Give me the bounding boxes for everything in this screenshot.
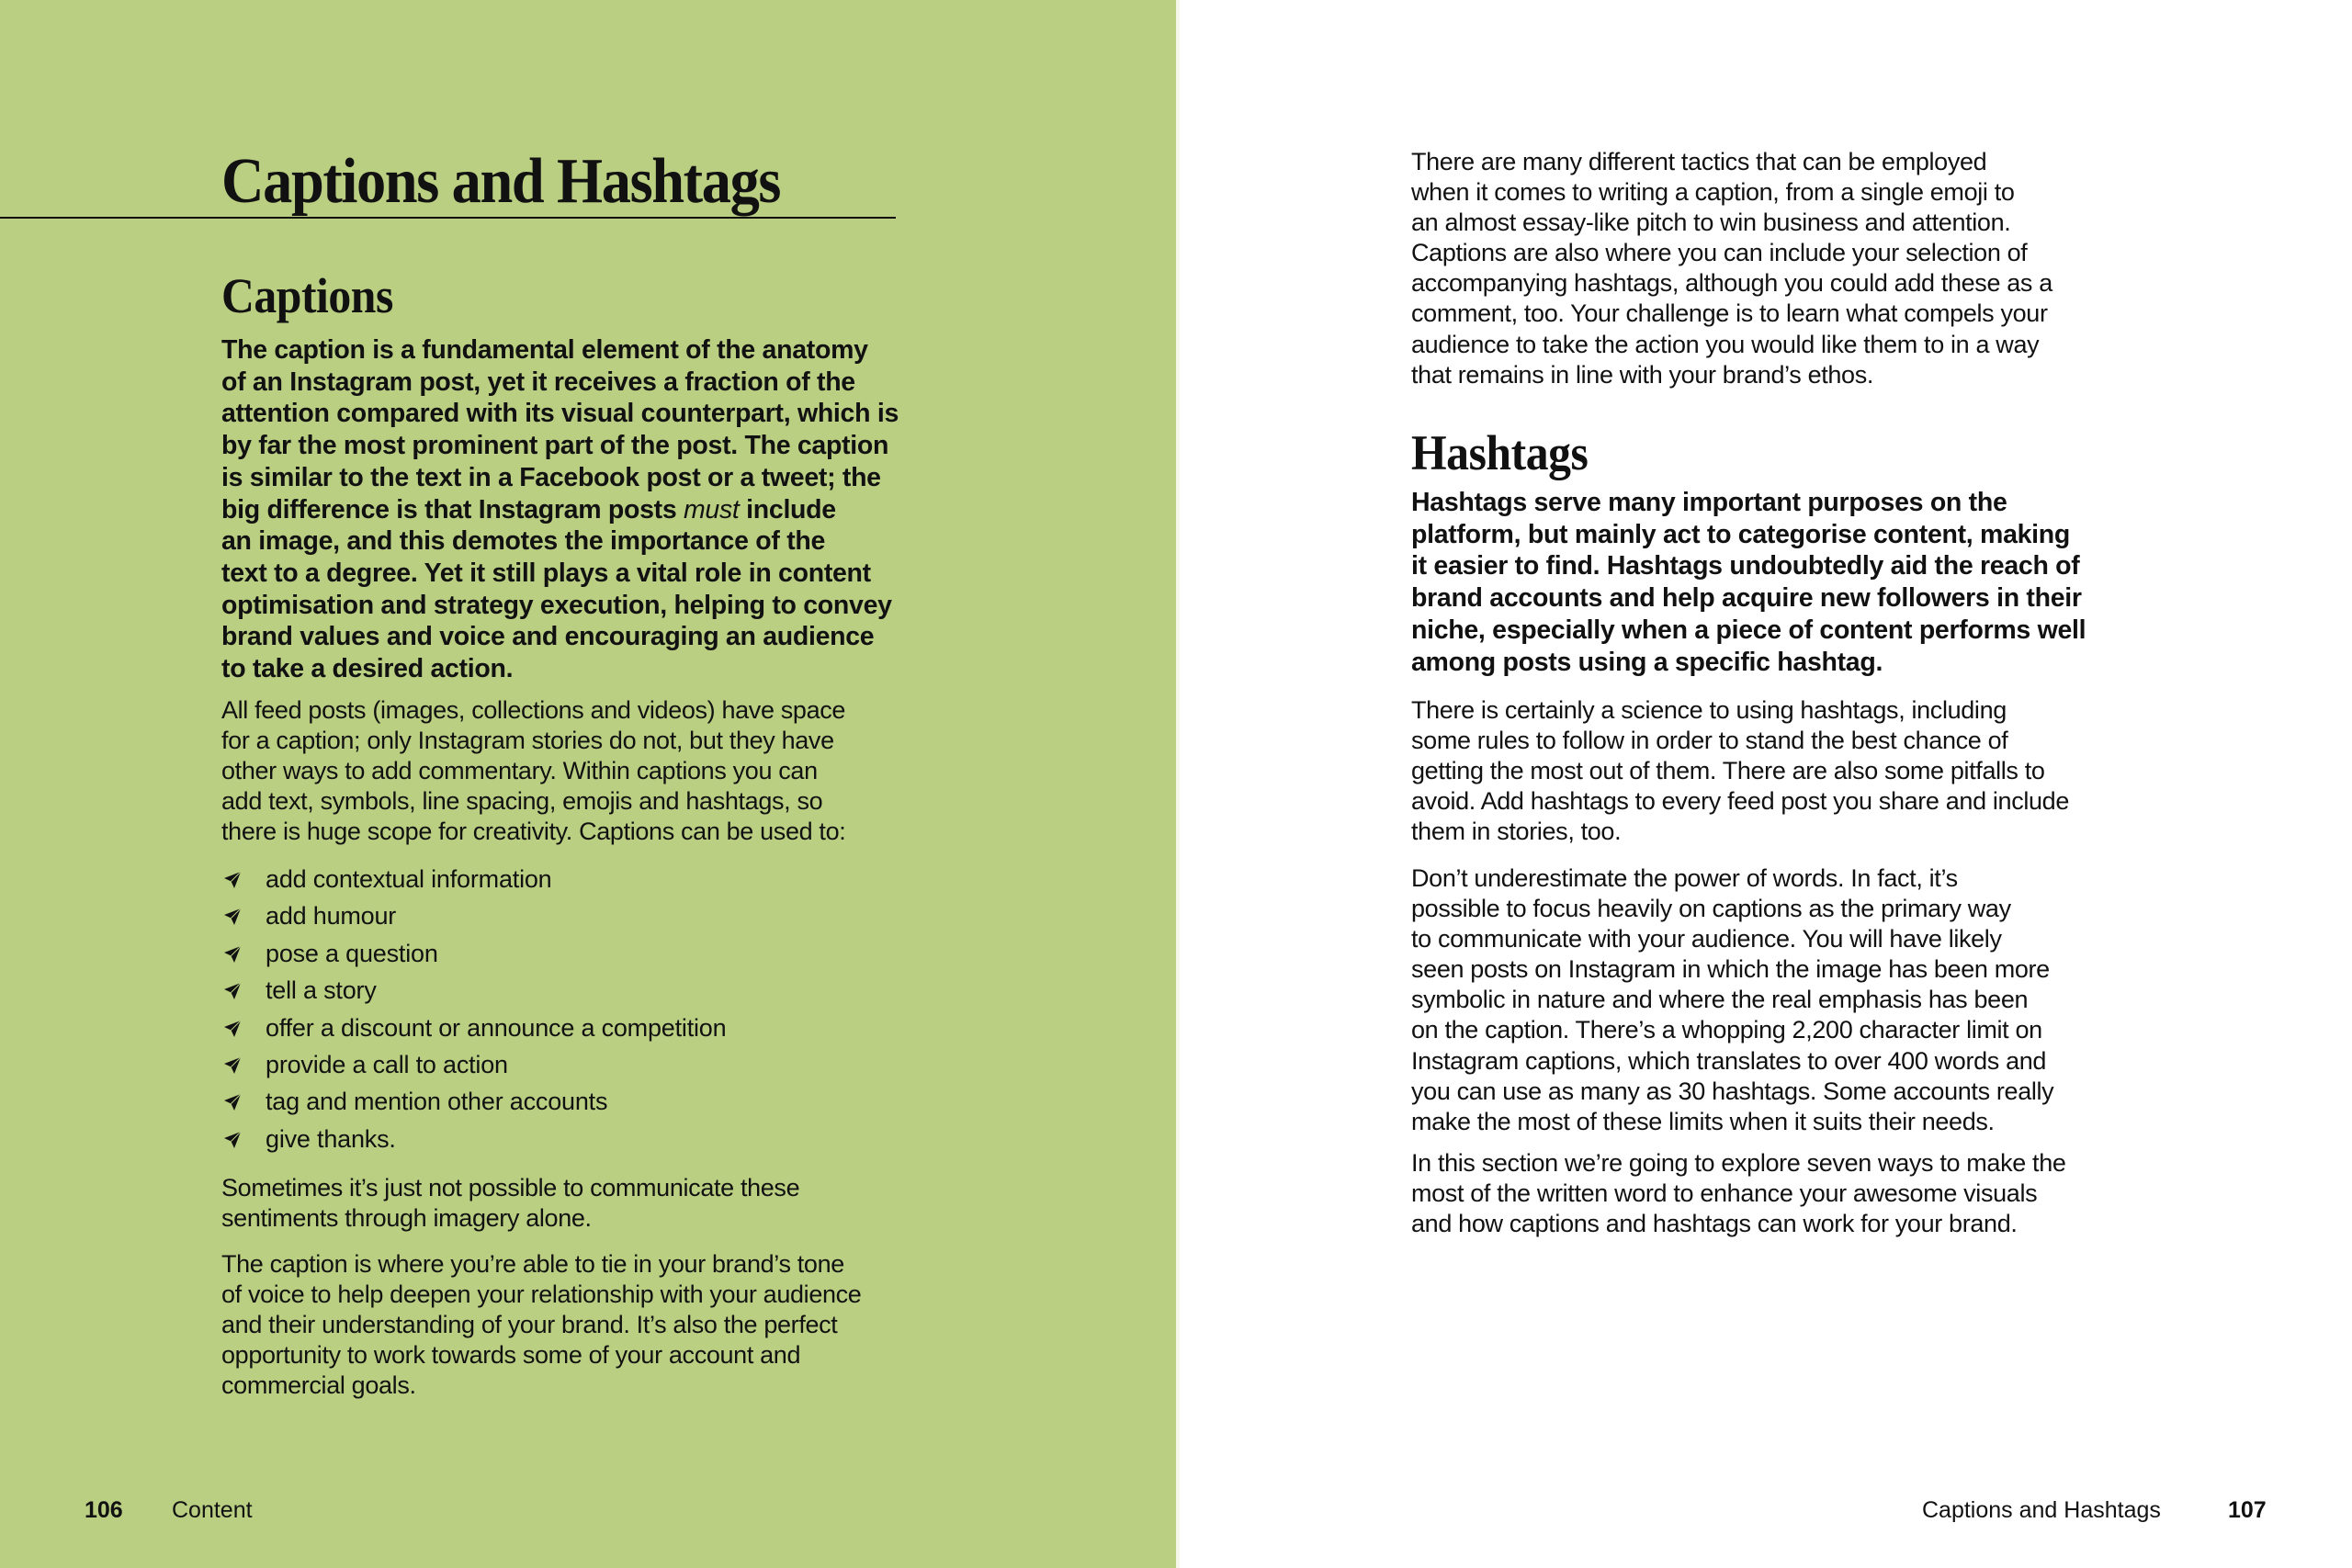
text-line: to take a desired action. — [221, 654, 514, 684]
text-line: brand values and voice and encouraging an audience — [221, 622, 875, 652]
text-line: seen posts on Instagram in which the image has been more — [1411, 955, 2050, 984]
text-line: some rules to follow in order to stand the best chance of — [1411, 727, 2008, 755]
hashtags-heading: Hashtags — [1411, 425, 1589, 480]
text-line: optimisation and strategy execution, helping to convey — [221, 590, 892, 620]
hashtags-section — [1411, 425, 2174, 480]
text-line: sentiments through imagery alone. — [221, 1204, 592, 1233]
list-item — [221, 861, 956, 897]
text-line: when it comes to writing a caption, from a single emoji to — [1411, 178, 2015, 207]
captions-section — [221, 268, 956, 323]
text-line: of an Instagram post, yet it receives a fraction of the — [221, 367, 855, 397]
list-item — [221, 897, 956, 934]
hashtags-paragraph-2 — [1411, 695, 2174, 847]
text-line: opportunity to work towards some of your account and — [221, 1341, 801, 1370]
page-number-right: 107 — [2228, 1497, 2267, 1523]
text-run: big difference is that Instagram posts — [221, 494, 684, 525]
list-item — [221, 1121, 956, 1157]
text-line: In this section we’re going to explore seven ways to make the — [1411, 1149, 2066, 1177]
text-line: by far the most prominent part of the post. The caption — [221, 431, 889, 461]
text-line: commercial goals. — [221, 1371, 416, 1400]
list-item-text: add contextual information — [266, 865, 552, 893]
text-line: Sometimes it’s just not possible to communicate these — [221, 1174, 800, 1201]
text-line: an image, and this demotes the importance of the — [221, 526, 826, 557]
paper-plane-icon — [223, 908, 242, 926]
page-gutter — [1176, 0, 1180, 1568]
text-line: accompanying hashtags, although you could add these as a — [1411, 269, 2052, 298]
text-line: getting the most out of them. There are also some pitfalls to — [1411, 757, 2045, 785]
text-line: avoid. Add hashtags to every feed post you share and include — [1411, 787, 2070, 816]
captions-lead-paragraph — [221, 334, 956, 685]
list-item — [221, 1046, 956, 1083]
list-item-text: tag and mention other accounts — [266, 1088, 608, 1116]
text-line: Captions are also where you can include your selection of — [1411, 239, 2028, 267]
text-line — [221, 494, 956, 526]
paper-plane-icon — [223, 871, 242, 889]
list-item-text: provide a call to action — [266, 1050, 508, 1078]
text-line: there is huge scope for creativity. Captions can be used to: — [221, 818, 846, 846]
text-line: it easier to find. Hashtags undoubtedly aid the reach of — [1411, 551, 2080, 581]
text-line: other ways to add commentary. Within captions you can — [221, 757, 818, 785]
text-line: symbolic in nature and where the real emphasis has been — [1411, 986, 2029, 1014]
text-line: you can use as many as 30 hashtags. Some accounts really — [1411, 1077, 2054, 1105]
text-line: to communicate with your audience. You will have likely — [1411, 925, 2002, 953]
running-footer-left: Content — [172, 1497, 253, 1523]
list-item-text: give thanks. — [266, 1124, 396, 1153]
text-line: and their understanding of your brand. It’s also the perfect — [221, 1311, 838, 1339]
text-line: The caption is a fundamental element of the anatomy — [221, 335, 868, 365]
text-line: is similar to the text in a Facebook post or a tweet; the — [221, 462, 881, 492]
hashtags-paragraph-3 — [1411, 863, 2174, 1137]
text-line: that remains in line with your brand’s ethos. — [1411, 360, 1874, 389]
text-line: Don’t underestimate the power of words. In fact, it’s — [1411, 864, 1958, 892]
list-item-text: pose a question — [266, 939, 438, 967]
captions-paragraph-2 — [221, 695, 956, 847]
text-line: text to a degree. Yet it still plays a vital role in content — [221, 558, 871, 588]
text-line: an almost essay-like pitch to win business and attention. — [1411, 209, 2011, 237]
captions-uses-list — [221, 861, 956, 1157]
text-line: The caption is where you’re able to tie in your brand’s tone — [221, 1250, 844, 1278]
text-line: on the caption. There’s a whopping 2,200 character limit on — [1411, 1016, 2042, 1044]
text-line: audience to take the action you would like them to in a way — [1411, 330, 2040, 358]
text-line: them in stories, too. — [1411, 818, 1622, 846]
text-line: comment, too. Your challenge is to learn what compels your — [1411, 299, 2048, 328]
paper-plane-icon — [223, 945, 242, 964]
paper-plane-icon — [223, 982, 242, 1000]
text-line: add text, symbols, line spacing, emojis and hashtags, so — [221, 787, 823, 816]
list-item — [221, 1083, 956, 1120]
text-line: All feed posts (images, collections and videos) have space — [221, 696, 846, 724]
paper-plane-icon — [223, 1093, 242, 1111]
text-line: Hashtags serve many important purposes on the — [1411, 488, 2007, 517]
text-line: and how captions and hashtags can work for your brand. — [1411, 1210, 2018, 1238]
page-title: Captions and Hashtags — [221, 146, 781, 217]
running-footer-right: Captions and Hashtags — [1922, 1497, 2161, 1523]
text-line: There is certainly a science to using hashtags, including — [1411, 696, 2007, 724]
paper-plane-icon — [223, 1056, 242, 1075]
tactics-paragraph — [1411, 147, 2174, 390]
hashtags-lead-paragraph — [1411, 487, 2174, 678]
paper-plane-icon — [223, 1020, 242, 1038]
text-line: possible to focus heavily on captions as the primary way — [1411, 895, 2011, 923]
text-run: include — [739, 494, 836, 525]
emphasis-must: must — [683, 494, 740, 525]
text-line: brand accounts and help acquire new followers in their — [1411, 583, 2082, 614]
text-line: Instagram captions, which translates to over 400 words and — [1411, 1046, 2047, 1075]
list-item-text: add humour — [266, 902, 397, 931]
text-line: of voice to help deepen your relationship with your audience — [221, 1280, 862, 1309]
text-line: make the most of these limits when it suits their needs. — [1411, 1107, 1995, 1135]
list-item — [221, 1010, 956, 1046]
page-number-left: 106 — [85, 1497, 123, 1523]
text-line: platform, but mainly act to categorise content, making — [1411, 519, 2071, 549]
captions-heading: Captions — [221, 268, 393, 323]
text-line: There are many different tactics that can be employed — [1411, 148, 1987, 175]
paper-plane-icon — [223, 1131, 242, 1149]
text-line: for a caption; only Instagram stories do not, but they have — [221, 727, 834, 755]
list-item-text: tell a story — [266, 976, 377, 1005]
text-line: most of the written word to enhance your awesome visuals — [1411, 1179, 2038, 1208]
text-line: among posts using a specific hashtag. — [1411, 647, 1883, 677]
hashtags-paragraph-4 — [1411, 1148, 2174, 1239]
captions-paragraph-3 — [221, 1173, 956, 1234]
list-item — [221, 972, 956, 1009]
list-item-text: offer a discount or announce a competition — [266, 1013, 727, 1042]
captions-paragraph-4 — [221, 1249, 956, 1401]
text-line: attention compared with its visual counterpart, which is — [221, 399, 899, 429]
list-item — [221, 935, 956, 972]
text-line: niche, especially when a piece of content performs well — [1411, 615, 2086, 645]
title-underline — [0, 217, 896, 219]
